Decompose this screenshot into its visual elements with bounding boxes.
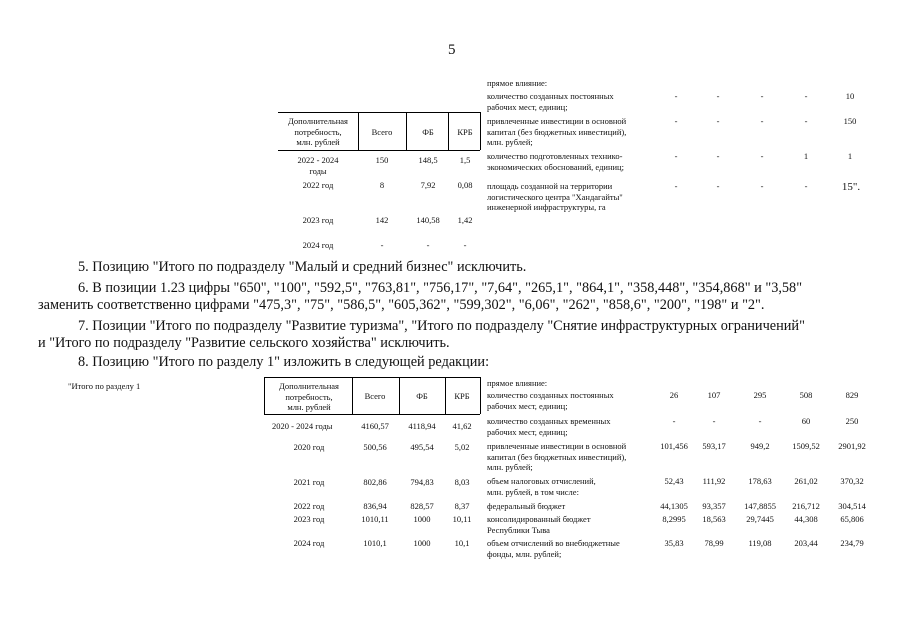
indicator-value: - bbox=[674, 151, 678, 161]
indicator-value: - bbox=[716, 181, 720, 191]
indicator-value: - bbox=[716, 116, 720, 126]
indicator-value: - bbox=[804, 116, 808, 126]
indicator-value: 250 bbox=[845, 416, 859, 426]
table-rule bbox=[399, 377, 400, 414]
indicator-value: - bbox=[716, 151, 720, 161]
indicator-value: 78,99 bbox=[704, 538, 724, 548]
indicator-value: 107 bbox=[707, 390, 721, 400]
table-rule bbox=[264, 377, 265, 414]
indicator-value: - bbox=[758, 416, 762, 426]
table-row-label: 2024 год bbox=[302, 240, 334, 250]
table-cell: 4118,94 bbox=[408, 421, 436, 431]
table-rule bbox=[358, 112, 359, 150]
table-cell: 495,54 bbox=[410, 442, 434, 452]
table-row-label: 2022 - 2024 годы bbox=[297, 155, 339, 176]
indicator-value: 2901,92 bbox=[838, 441, 866, 451]
indicator-value: 111,92 bbox=[702, 476, 726, 486]
header-krb: КРБ bbox=[454, 391, 470, 401]
indicator-value: - bbox=[804, 181, 808, 191]
indicator-value: - bbox=[760, 116, 764, 126]
indicator-text: объем налоговых отчислений, млн. рублей, в том числе: bbox=[487, 476, 596, 497]
indicator-value: 216,712 bbox=[792, 501, 820, 511]
table-row-label: 2023 год bbox=[293, 514, 325, 524]
indicator-text: прямое влияние: bbox=[487, 378, 548, 388]
table-row-label: 2021 год bbox=[293, 477, 325, 487]
table-cell: 8,03 bbox=[454, 477, 470, 487]
page-number: 5 bbox=[448, 42, 456, 58]
indicator-value: 178,63 bbox=[748, 476, 772, 486]
table-rule bbox=[264, 377, 480, 378]
indicator-text: количество созданных временных рабочих мест, единиц; bbox=[487, 416, 611, 437]
table-cell: - bbox=[380, 240, 384, 250]
table-rule bbox=[278, 150, 480, 151]
table-cell: 0,08 bbox=[457, 180, 473, 190]
indicator-text: площадь созданной на территории логистического центра "Хандагайты" инженерной инфраструктуры, га bbox=[487, 181, 623, 212]
table-cell: 1000 bbox=[413, 538, 431, 548]
indicator-value: 35,83 bbox=[664, 538, 684, 548]
table-rule bbox=[352, 377, 353, 414]
table-cell: 500,56 bbox=[363, 442, 387, 452]
indicator-text: федеральный бюджет bbox=[487, 501, 566, 511]
indicator-text: привлеченные инвестиции в основной капитал (без бюджетных инвестиций), млн. рублей; bbox=[487, 116, 627, 147]
indicator-value: 370,32 bbox=[840, 476, 864, 486]
indicator-value: 295 bbox=[753, 390, 767, 400]
table-cell: 1,42 bbox=[457, 215, 473, 225]
table-cell: 7,92 bbox=[420, 180, 436, 190]
table-cell: 1000 bbox=[413, 514, 431, 524]
table-row-label: 2020 - 2024 годы bbox=[272, 421, 333, 431]
paragraph-6-line-1: 6. В позиции 1.23 цифры "650", "100", "592,5", "763,81", "756,17", "7,64", "265,1", "864,1", "358,448", "354,868" и "3,58" bbox=[78, 280, 803, 296]
header-label: Дополнительная потребность, млн. рублей bbox=[279, 381, 339, 412]
indicator-text: количество созданных постоянных рабочих мест, единиц; bbox=[487, 390, 614, 411]
indicator-value: 304,514 bbox=[838, 501, 866, 511]
indicator-value: 44,1305 bbox=[660, 501, 688, 511]
indicator-value: - bbox=[674, 181, 678, 191]
indicator-value: 949,2 bbox=[750, 441, 770, 451]
table-cell: 10,1 bbox=[454, 538, 470, 548]
indicator-value: 150 bbox=[843, 116, 857, 126]
indicator-value: 508 bbox=[799, 390, 813, 400]
indicator-text: объем отчислений во внебюджетные фонды, млн. рублей; bbox=[487, 538, 620, 559]
table-row-label: 2020 год bbox=[293, 442, 325, 452]
indicator-value: 65,806 bbox=[840, 514, 864, 524]
indicator-text: прямое влияние: bbox=[487, 78, 548, 88]
paragraph-7-line-1: 7. Позиции "Итого по подразделу "Развитие туризма", "Итого по подразделу "Снятие инфраструктурных ограничений" bbox=[78, 318, 805, 334]
indicator-value: 147,8855 bbox=[744, 501, 776, 511]
table-cell: 8,37 bbox=[454, 501, 470, 511]
header-total: Всего bbox=[364, 391, 386, 401]
indicator-value: - bbox=[712, 416, 716, 426]
table-cell: 142 bbox=[375, 215, 389, 225]
indicator-value: 829 bbox=[845, 390, 859, 400]
indicator-value: - bbox=[760, 91, 764, 101]
indicator-text: привлеченные инвестиции в основной капитал (без бюджетных инвестиций), млн. рублей; bbox=[487, 441, 627, 472]
indicator-text: количество подготовленных технико- экономических обоснований, единиц; bbox=[487, 151, 624, 172]
table-row-label: 2022 год bbox=[302, 180, 334, 190]
table-rule bbox=[445, 377, 446, 414]
indicator-value: - bbox=[760, 151, 764, 161]
paragraph-7-line-2: и "Итого по подразделу "Развитие сельского хозяйства" исключить. bbox=[38, 335, 450, 351]
header-fb: ФБ bbox=[422, 127, 434, 137]
table-cell: 1010,11 bbox=[361, 514, 389, 524]
table-row-label: 2023 год bbox=[302, 215, 334, 225]
indicator-text: количество созданных постоянных рабочих мест, единиц; bbox=[487, 91, 614, 112]
indicator-value: - bbox=[672, 416, 676, 426]
section-total-title: "Итого по разделу 1 bbox=[68, 381, 141, 391]
indicator-value: 234,79 bbox=[840, 538, 864, 548]
indicator-value: 18,563 bbox=[702, 514, 726, 524]
table-rule bbox=[278, 112, 480, 113]
indicator-value: 60 bbox=[801, 416, 811, 426]
table-cell: 41,62 bbox=[452, 421, 472, 431]
indicator-value: 1509,52 bbox=[792, 441, 820, 451]
indicator-value: - bbox=[804, 91, 808, 101]
indicator-value: 1 bbox=[847, 151, 853, 161]
header-total: Всего bbox=[371, 127, 393, 137]
table-rule bbox=[448, 112, 449, 150]
indicator-value: 203,44 bbox=[794, 538, 818, 548]
table-cell: 802,86 bbox=[363, 477, 387, 487]
table-cell: 8 bbox=[379, 180, 385, 190]
indicator-text: консолидированный бюджет Республики Тыва bbox=[487, 514, 591, 535]
indicator-value: 93,357 bbox=[702, 501, 726, 511]
indicator-value: 1 bbox=[803, 151, 809, 161]
table-rule bbox=[480, 112, 481, 150]
table-cell: 1,5 bbox=[459, 155, 471, 165]
paragraph-8: 8. Позицию "Итого по разделу 1" изложить в следующей редакции: bbox=[78, 354, 490, 370]
indicator-value: 261,02 bbox=[794, 476, 818, 486]
indicator-value: 101,456 bbox=[660, 441, 688, 451]
table-cell: 10,11 bbox=[452, 514, 472, 524]
indicator-value: - bbox=[674, 116, 678, 126]
table-row-label: 2022 год bbox=[293, 501, 325, 511]
table-row-label: 2024 год bbox=[293, 538, 325, 548]
indicator-value: - bbox=[760, 181, 764, 191]
header-krb: КРБ bbox=[457, 127, 473, 137]
indicator-value: 15". bbox=[841, 181, 861, 193]
indicator-value: 52,43 bbox=[664, 476, 684, 486]
indicator-value: 593,17 bbox=[702, 441, 726, 451]
indicator-value: 26 bbox=[669, 390, 679, 400]
table-cell: 794,83 bbox=[410, 477, 434, 487]
table-cell: 140,58 bbox=[416, 215, 440, 225]
table-cell: - bbox=[463, 240, 467, 250]
indicator-value: 29,7445 bbox=[746, 514, 774, 524]
paragraph-5: 5. Позицию "Итого по подразделу "Малый и средний бизнес" исключить. bbox=[78, 259, 527, 275]
indicator-value: 8,2995 bbox=[662, 514, 686, 524]
indicator-value: 10 bbox=[845, 91, 855, 101]
indicator-value: 119,08 bbox=[748, 538, 772, 548]
table-cell: 4160,57 bbox=[361, 421, 389, 431]
table-cell: 150 bbox=[375, 155, 389, 165]
header-label: Дополнительная потребность, млн. рублей bbox=[288, 116, 348, 147]
table-rule bbox=[480, 377, 481, 414]
indicator-value: 44,308 bbox=[794, 514, 818, 524]
table-cell: 1010,1 bbox=[363, 538, 387, 548]
indicator-value: - bbox=[674, 91, 678, 101]
table-cell: - bbox=[426, 240, 430, 250]
table-cell: 836,94 bbox=[363, 501, 387, 511]
indicator-value: - bbox=[716, 91, 720, 101]
table-rule bbox=[264, 414, 480, 415]
header-fb: ФБ bbox=[416, 391, 428, 401]
table-cell: 5,02 bbox=[454, 442, 470, 452]
table-cell: 148,5 bbox=[418, 155, 438, 165]
paragraph-6-line-2: заменить соответственно цифрами "475,3", "75", "586,5", "605,362", "599,302", "6,06", "262", "858,6", "200", "198" и "2". bbox=[38, 297, 765, 313]
table-cell: 828,57 bbox=[410, 501, 434, 511]
table-rule bbox=[406, 112, 407, 150]
